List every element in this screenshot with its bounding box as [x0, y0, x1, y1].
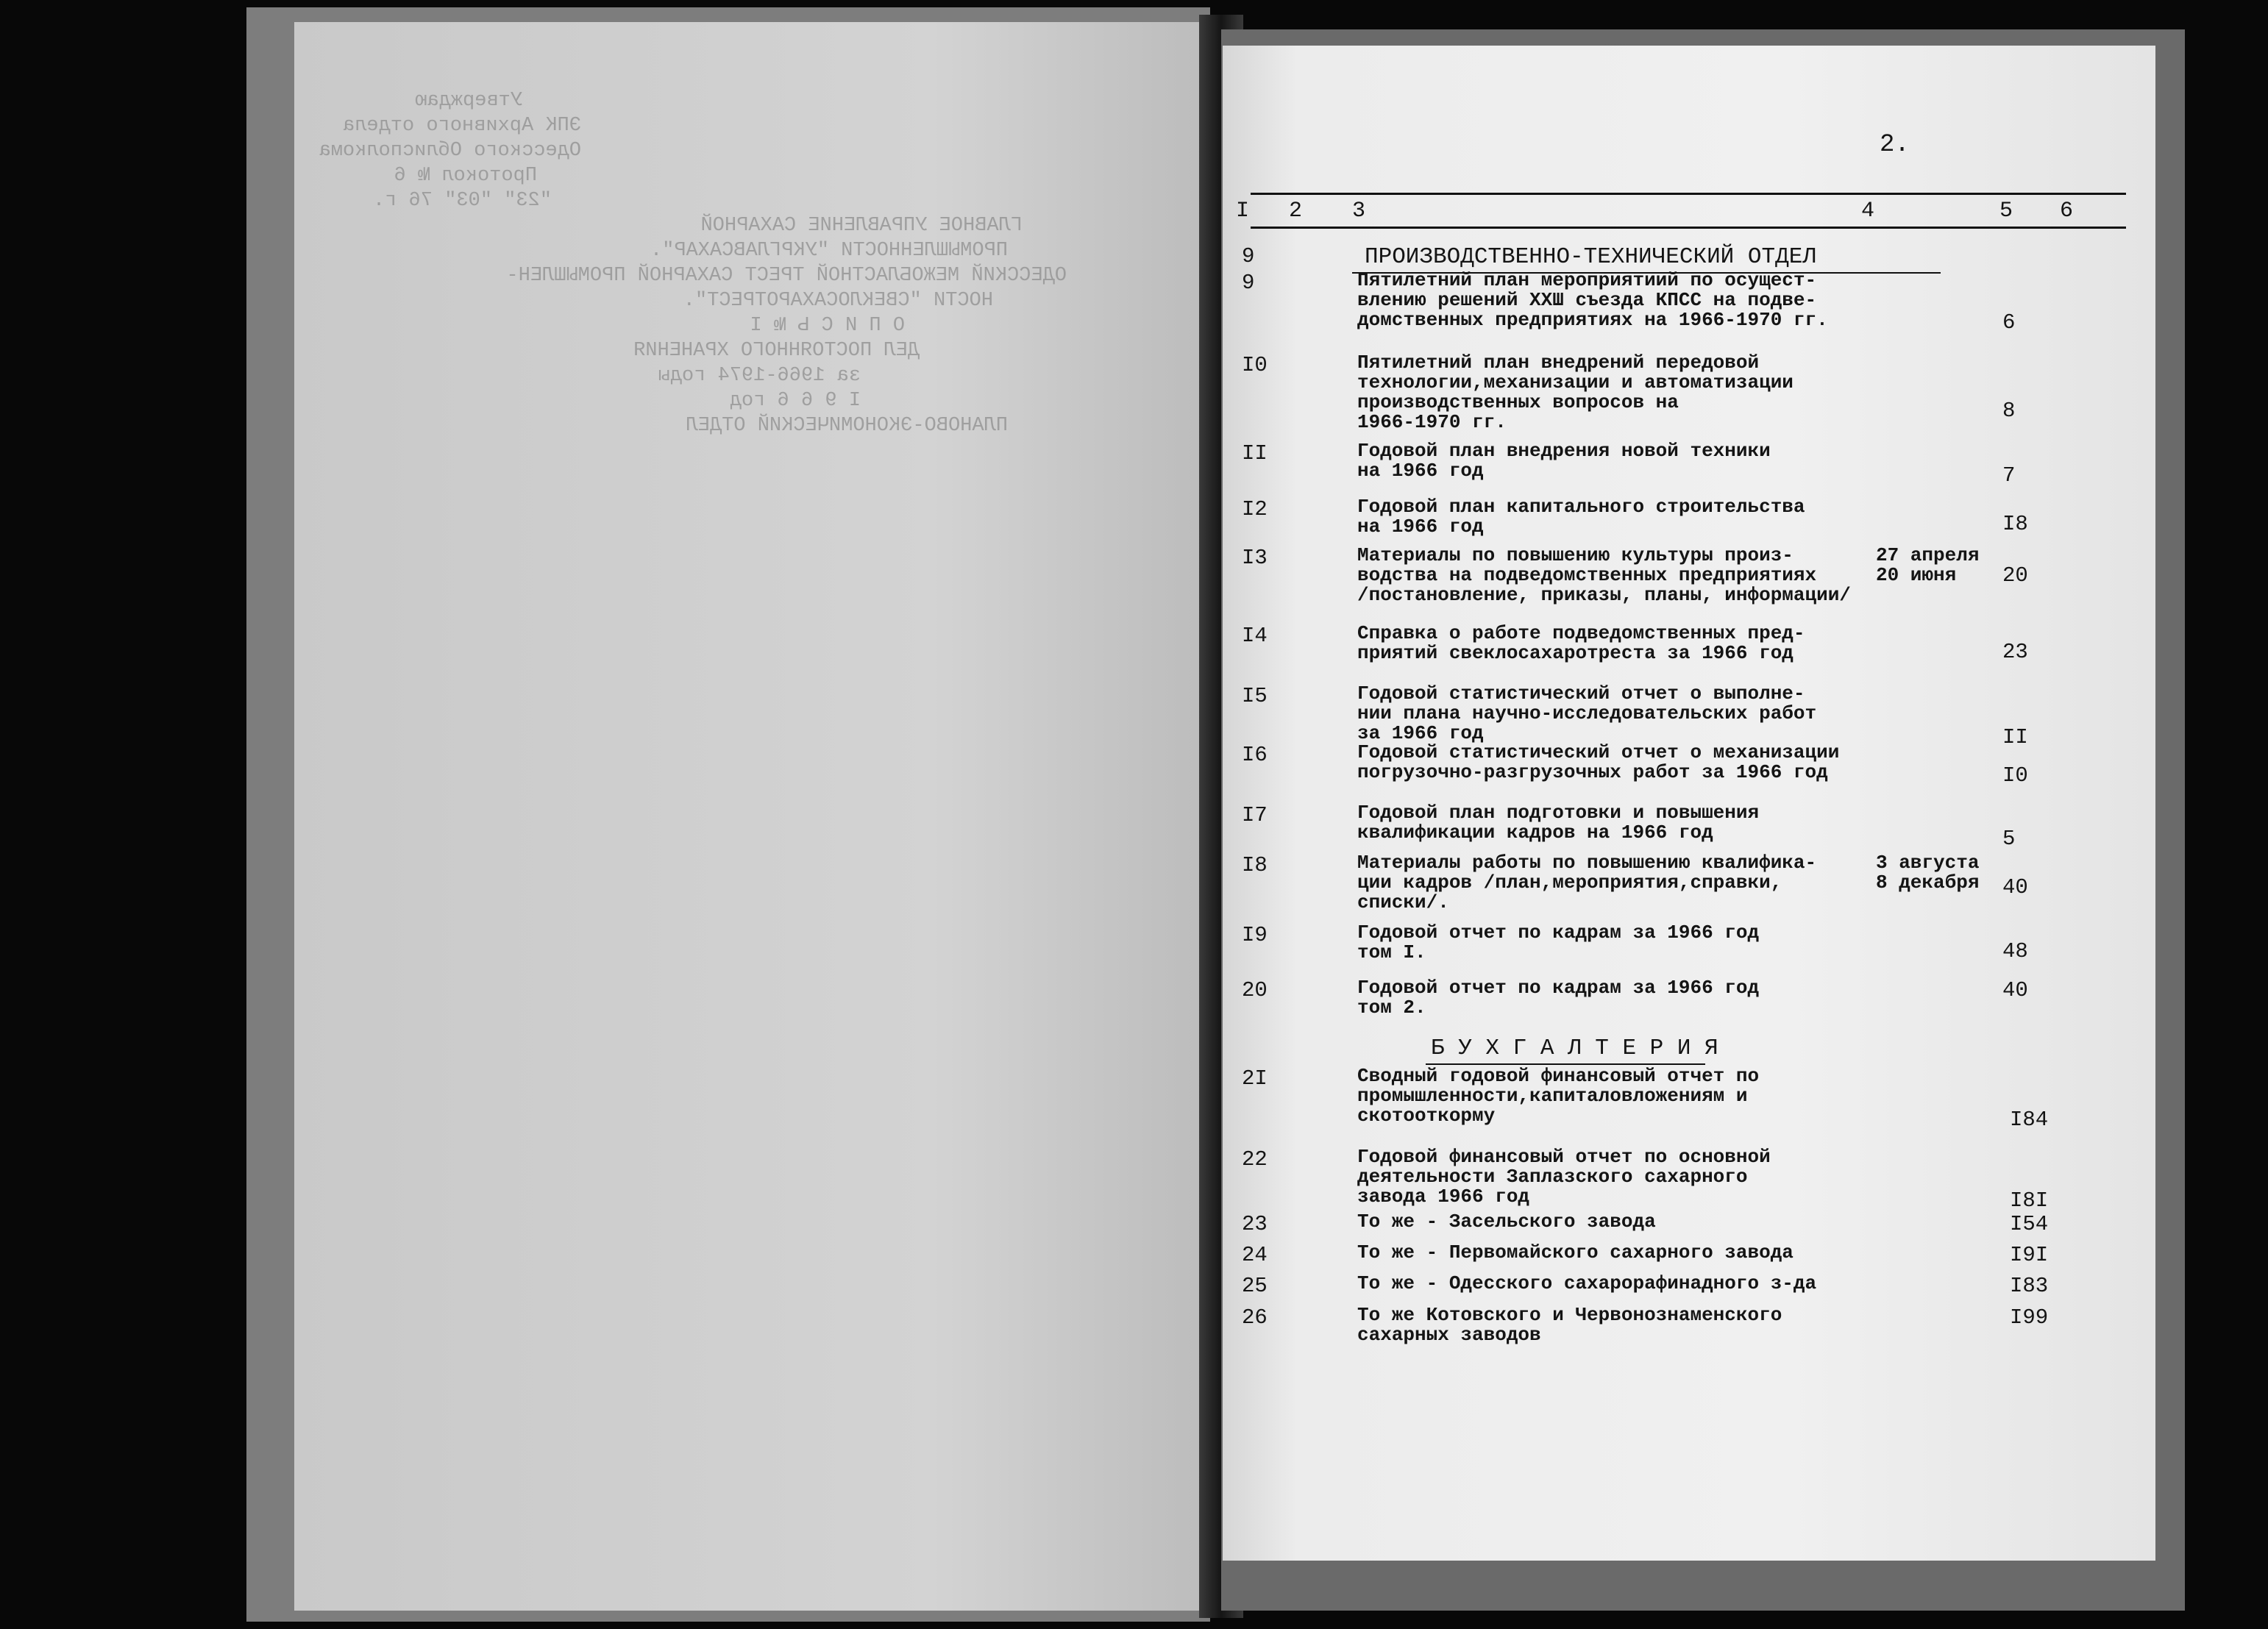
- row-sheet-count: I84: [2010, 1108, 2049, 1132]
- left-page-bleed-through: [316, 88, 1184, 1412]
- row-title-line: 1966-1970 гг.: [1357, 411, 1507, 433]
- row-sheet-count: 6: [2002, 310, 2016, 335]
- row-sheet-count: I8: [2002, 512, 2028, 536]
- row-number: II: [1242, 441, 1268, 466]
- mirrored-line: за 1966-1974 годы: [658, 365, 861, 387]
- column-header: 3: [1352, 199, 1366, 224]
- row-title-line: водства на подведомственных предприятиях: [1357, 564, 1817, 586]
- row-title-line: скотооткорму: [1357, 1105, 1496, 1127]
- mirrored-line: ГЛАВНОЕ УПРАВЛЕНИЕ САХАРНОЙ: [700, 215, 1023, 237]
- row-number: 25: [1242, 1274, 1268, 1298]
- row-title-line: Годовой отчет по кадрам за 1966 год: [1357, 922, 1760, 944]
- mirrored-line: НОСТИ "СВЕКЛОСАХАРОТРЕСТ".: [683, 290, 993, 312]
- row-number: I9: [1242, 923, 1268, 947]
- row-title-line: том 2.: [1357, 997, 1426, 1019]
- row-title-line: приятий свеклосахаротреста за 1966 год: [1357, 642, 1794, 664]
- row-title-line: нии плана научно-исследовательских работ: [1357, 702, 1817, 724]
- row-title-line: Справка о работе подведомственных пред-: [1357, 622, 1805, 644]
- row-number: I4: [1242, 624, 1268, 648]
- row-sheet-count: 40: [2002, 978, 2028, 1002]
- row-sheet-count: 7: [2002, 463, 2016, 488]
- row-title-line: Годовой финансовый отчет по основной: [1357, 1146, 1771, 1168]
- mirrored-line: ЭПК Архивного отдела: [342, 115, 581, 137]
- row-sheet-count: I9I: [2010, 1243, 2049, 1267]
- row-sheet-count: I99: [2010, 1305, 2049, 1330]
- row-title-line: погрузочно-разгрузочных работ за 1966 год: [1357, 761, 1828, 783]
- section-number: 9: [1242, 244, 1255, 268]
- row-title-line: Годовой отчет по кадрам за 1966 год: [1357, 977, 1760, 999]
- mirrored-line: О П И С Ь № I: [750, 315, 905, 337]
- row-sheet-count: 8: [2002, 399, 2016, 423]
- row-number: 2I: [1242, 1066, 1268, 1091]
- row-title-line: домственных предприятиях на 1966-1970 гг.: [1357, 309, 1828, 331]
- row-title-line: за 1966 год: [1357, 722, 1484, 744]
- row-sheet-count: II: [2002, 725, 2028, 749]
- row-sheet-count: 5: [2002, 827, 2016, 851]
- mirrored-line: Утверждаю: [415, 90, 522, 112]
- row-title-line: Годовой статистический отчет о выполне-: [1357, 682, 1805, 705]
- section-title: ПРОИЗВОДСТВЕННО-ТЕХНИЧЕСКИЙ ОТДЕЛ: [1365, 244, 1816, 270]
- row-title-line: списки/.: [1357, 891, 1449, 913]
- row-title-line: сахарных заводов: [1357, 1324, 1541, 1346]
- row-title-line: Годовой план внедрения новой техники: [1357, 440, 1771, 462]
- row-title-line: Годовой план подготовки и повышения: [1357, 802, 1760, 824]
- row-title-line: Пятилетний план внедрений передовой: [1357, 352, 1760, 374]
- row-title-line: ции кадров /план,мероприятия,справки,: [1357, 871, 1782, 894]
- row-sheet-count: 23: [2002, 640, 2028, 664]
- row-title-line: промышленности,капиталовложениям и: [1357, 1085, 1748, 1107]
- row-title-line: деятельности Заплазского сахарного: [1357, 1166, 1748, 1188]
- header-rule-bottom: [1251, 227, 2126, 229]
- row-title-line: То же - Засельского завода: [1357, 1211, 1656, 1233]
- mirrored-line: ПРОМЫШЛЕННОСТИ "УКРГЛАВСАХАР".: [650, 240, 1008, 262]
- row-title-line: на 1966 год: [1357, 516, 1484, 538]
- row-title-line: производственных вопросов на: [1357, 391, 1679, 413]
- row-number: I3: [1242, 546, 1268, 570]
- row-number: I8: [1242, 853, 1268, 877]
- row-number: I5: [1242, 684, 1268, 708]
- row-date: 27 апреля: [1876, 544, 1980, 566]
- mirrored-line: "23" "03" 76 г.: [372, 190, 552, 212]
- row-number: 23: [1242, 1212, 1268, 1236]
- column-header: 2: [1289, 199, 1303, 224]
- row-title-line: Годовой план капитального строительства: [1357, 496, 1805, 518]
- row-sheet-count: I0: [2002, 763, 2028, 788]
- row-title-line: Пятилетний план мероприятиий по осущест-: [1357, 269, 1817, 291]
- column-header: I: [1236, 199, 1250, 224]
- row-date: 3 августа: [1876, 852, 1980, 874]
- mirrored-line: Одесского Облисполкома: [319, 140, 581, 162]
- row-number: 24: [1242, 1243, 1268, 1267]
- row-title-line: том I.: [1357, 941, 1426, 963]
- row-number: 20: [1242, 978, 1268, 1002]
- row-sheet-count: 40: [2002, 875, 2028, 899]
- row-title-line: технологии,механизации и автоматизации: [1357, 371, 1794, 393]
- row-number: I0: [1242, 353, 1268, 377]
- row-title-line: завода 1966 год: [1357, 1186, 1530, 1208]
- mirrored-line: ДЕЛ ПОСТОЯННОГО ХРАНЕНИЯ: [633, 340, 920, 362]
- row-date: 8 декабря: [1876, 871, 1980, 894]
- row-date: 20 июня: [1876, 564, 1957, 586]
- row-title-line: То же - Одесского сахарорафинадного з-да: [1357, 1272, 1817, 1294]
- row-sheet-count: I83: [2010, 1274, 2049, 1298]
- row-title-line: Материалы работы по повышению квалифика-: [1357, 852, 1817, 874]
- row-number: I6: [1242, 743, 1268, 767]
- column-header: 6: [2060, 199, 2074, 224]
- row-sheet-count: 20: [2002, 563, 2028, 588]
- row-title-line: влению решений ХХШ съезда КПСС на подве-: [1357, 289, 1817, 311]
- mirrored-line: ОДЕССКИЙ МЕЖОБЛАСТНОЙ ТРЕСТ САХАРНОЙ ПРОМЫШЛЕН-: [506, 265, 1067, 287]
- row-number: 9: [1242, 271, 1255, 295]
- column-header: 5: [1999, 199, 2013, 224]
- row-title-line: на 1966 год: [1357, 460, 1484, 482]
- column-header: 4: [1861, 199, 1875, 224]
- row-title-line: Годовой статистический отчет о механизации: [1357, 741, 1840, 763]
- mirrored-line: Протокол № 6: [394, 165, 537, 187]
- row-title-line: квалификации кадров на 1966 год: [1357, 821, 1713, 844]
- section-title: Б У Х Г А Л Т Е Р И Я: [1431, 1035, 1718, 1061]
- row-sheet-count: I8I: [2010, 1188, 2049, 1213]
- mirrored-line: I 9 6 6 год: [729, 390, 861, 412]
- row-number: 22: [1242, 1147, 1268, 1172]
- row-number: I7: [1242, 803, 1268, 827]
- header-rule-top: [1251, 193, 2126, 195]
- mirrored-line: ПЛАНОВО-ЭКОНОМИЧЕСКИЙ ОТДЕЛ: [686, 415, 1008, 437]
- page-number: 2.: [1880, 131, 1910, 159]
- row-title-line: /постановление, приказы, планы, информации/: [1357, 584, 1851, 606]
- row-title-line: То же - Первомайского сахарного завода: [1357, 1241, 1794, 1263]
- row-sheet-count: 48: [2002, 939, 2028, 963]
- row-number: I2: [1242, 497, 1268, 521]
- row-title-line: Материалы по повышению культуры произ-: [1357, 544, 1794, 566]
- row-number: 26: [1242, 1305, 1268, 1330]
- row-title-line: Сводный годовой финансовый отчет по: [1357, 1065, 1760, 1087]
- row-sheet-count: I54: [2010, 1212, 2049, 1236]
- row-title-line: То же Котовского и Червонознаменского: [1357, 1304, 1782, 1326]
